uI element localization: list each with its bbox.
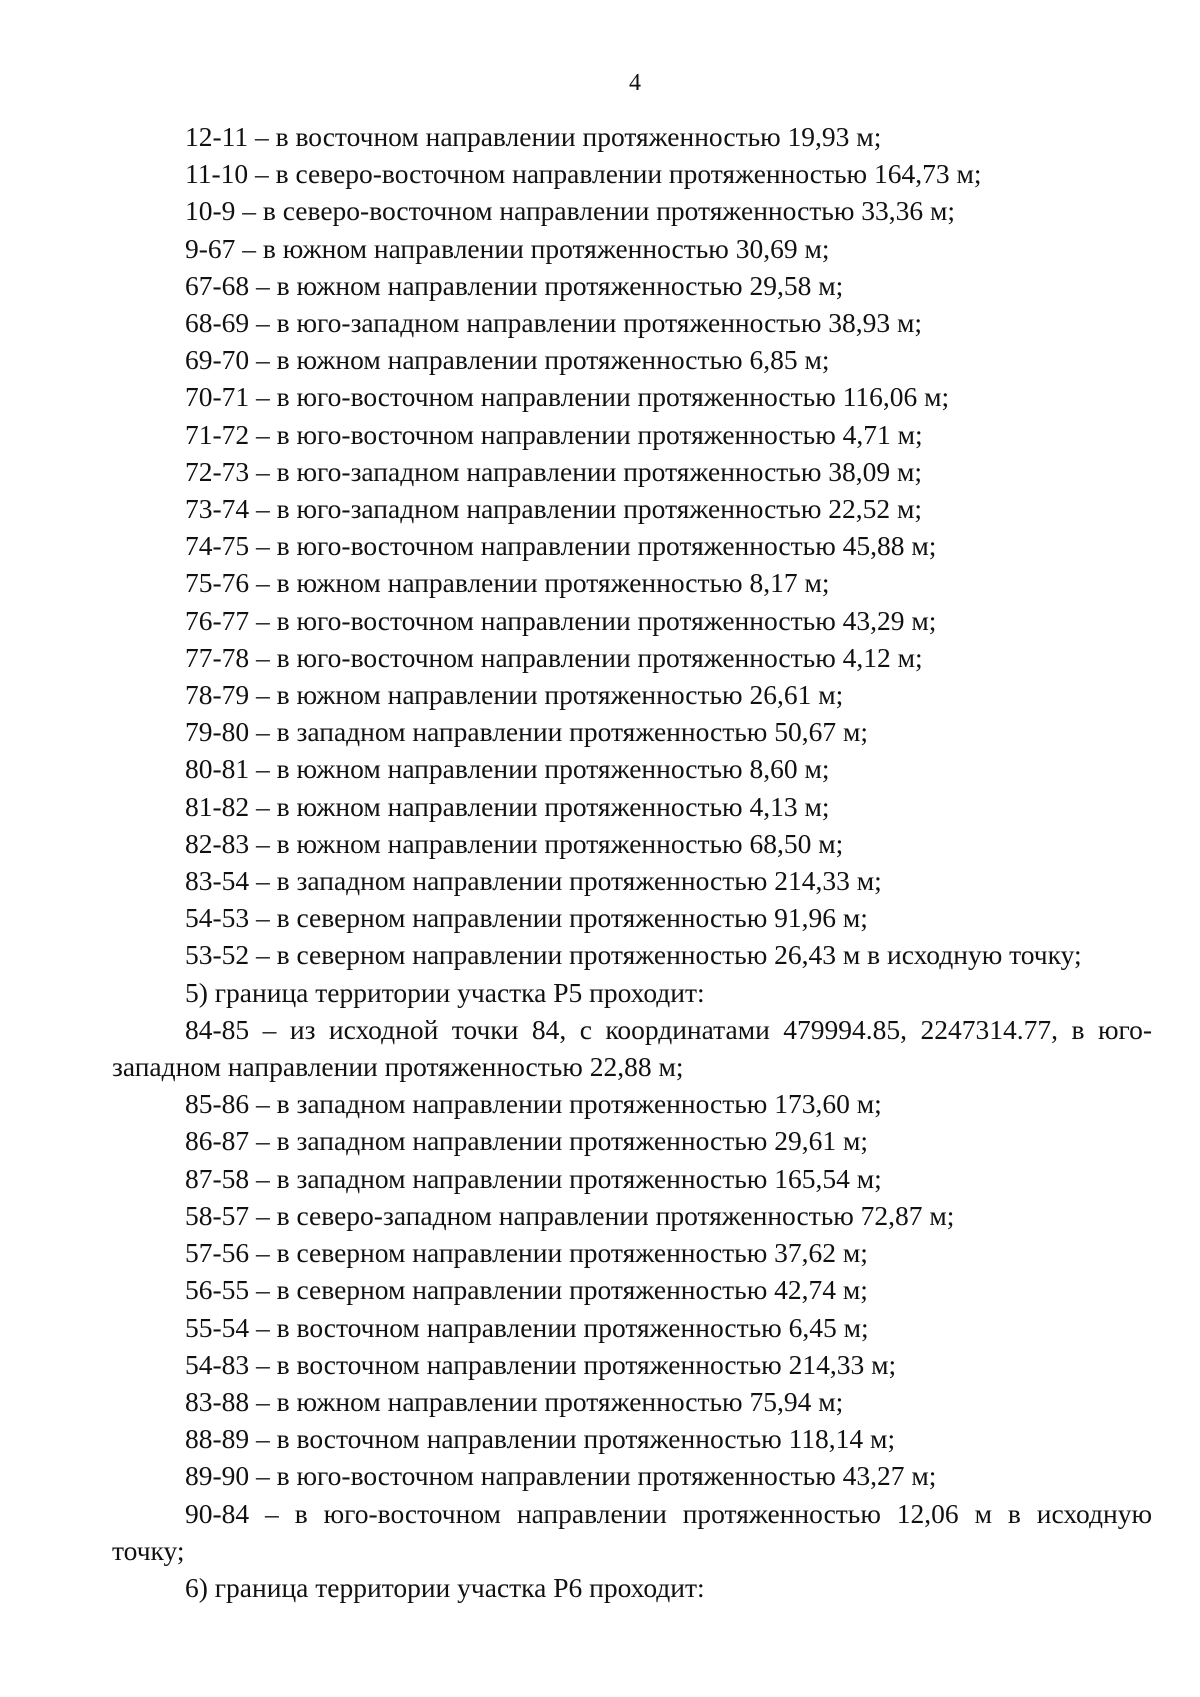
paragraph-90-84-first: 90-84 – в юго-восточном направлении протяженностью 12,06 м в исходную <box>185 1497 1152 1529</box>
text-line: 80-81 – в южном направлении протяженностью 8,60 м; <box>185 753 830 785</box>
text-line: 87-58 – в западном направлении протяженностью 165,54 м; <box>185 1162 882 1194</box>
text-line: 9-67 – в южном направлении протяженностью 30,69 м; <box>185 232 830 264</box>
section-heading-p6: 6) граница территории участка Р6 проходит: <box>185 1571 705 1603</box>
text-line: 88-89 – в восточном направлении протяженностью 118,14 м; <box>185 1423 896 1455</box>
text-line: 73-74 – в юго-западном направлении протяженностью 22,52 м; <box>185 493 923 525</box>
text-line: 58-57 – в северо-западном направлении протяженностью 72,87 м; <box>185 1199 955 1231</box>
text-line: 67-68 – в южном направлении протяженностью 29,58 м; <box>185 269 844 301</box>
text-line: 79-80 – в западном направлении протяженностью 50,67 м; <box>185 716 869 748</box>
text-line: 74-75 – в юго-восточном направлении протяженностью 45,88 м; <box>185 530 937 562</box>
text-line: 68-69 – в юго-западном направлении протяженностью 38,93 м; <box>185 307 923 339</box>
paragraph-84-85-continuation: западном направлении протяженностью 22,88 м; <box>112 1051 684 1083</box>
text-line: 69-70 – в южном направлении протяженностью 6,85 м; <box>185 344 830 376</box>
text-line: 70-71 – в юго-восточном направлении протяженностью 116,06 м; <box>185 381 950 413</box>
text-line: 11-10 – в северо-восточном направлении протяженностью 164,73 м; <box>185 158 982 190</box>
text-line: 10-9 – в северо-восточном направлении протяженностью 33,36 м; <box>185 195 956 227</box>
text-line: 82-83 – в южном направлении протяженностью 68,50 м; <box>185 827 844 859</box>
text-line: 53-52 – в северном направлении протяженностью 26,43 м в исходную точку; <box>185 939 1082 971</box>
paragraph-84-85-first: 84-85 – из исходной точки 84, с координатами 479994.85, 2247314.77, в юго- <box>185 1013 1152 1045</box>
text-line: 54-53 – в северном направлении протяженностью 91,96 м; <box>185 902 868 934</box>
text-line: 54-83 – в восточном направлении протяженностью 214,33 м; <box>185 1348 897 1380</box>
section-heading-p5: 5) граница территории участка Р5 проходит: <box>185 976 705 1008</box>
text-line: 77-78 – в юго-восточном направлении протяженностью 4,12 м; <box>185 641 923 673</box>
text-line: 55-54 – в восточном направлении протяженностью 6,45 м; <box>185 1311 869 1343</box>
page-number: 4 <box>629 70 641 96</box>
text-line: 83-54 – в западном направлении протяженностью 214,33 м; <box>185 865 882 897</box>
text-line: 85-86 – в западном направлении протяженностью 173,60 м; <box>185 1088 882 1120</box>
text-line: 57-56 – в северном направлении протяженностью 37,62 м; <box>185 1237 868 1269</box>
paragraph-90-84-continuation: точку; <box>112 1534 185 1566</box>
text-line: 89-90 – в юго-восточном направлении протяженностью 43,27 м; <box>185 1460 937 1492</box>
text-line: 86-87 – в западном направлении протяженностью 29,61 м; <box>185 1125 869 1157</box>
text-line: 71-72 – в юго-восточном направлении протяженностью 4,71 м; <box>185 418 923 450</box>
document-body <box>112 118 1152 1606</box>
text-line: 72-73 – в юго-западном направлении протяженностью 38,09 м; <box>185 455 923 487</box>
text-line: 83-88 – в южном направлении протяженностью 75,94 м; <box>185 1385 844 1417</box>
text-line: 81-82 – в южном направлении протяженностью 4,13 м; <box>185 790 830 822</box>
text-line: 12-11 – в восточном направлении протяженностью 19,93 м; <box>185 121 882 152</box>
text-line: 76-77 – в юго-восточном направлении протяженностью 43,29 м; <box>185 604 937 636</box>
text-line: 75-76 – в южном направлении протяженностью 8,17 м; <box>185 567 830 599</box>
text-line: 78-79 – в южном направлении протяженностью 26,61 м; <box>185 679 844 711</box>
text-line: 56-55 – в северном направлении протяженностью 42,74 м; <box>185 1274 868 1306</box>
